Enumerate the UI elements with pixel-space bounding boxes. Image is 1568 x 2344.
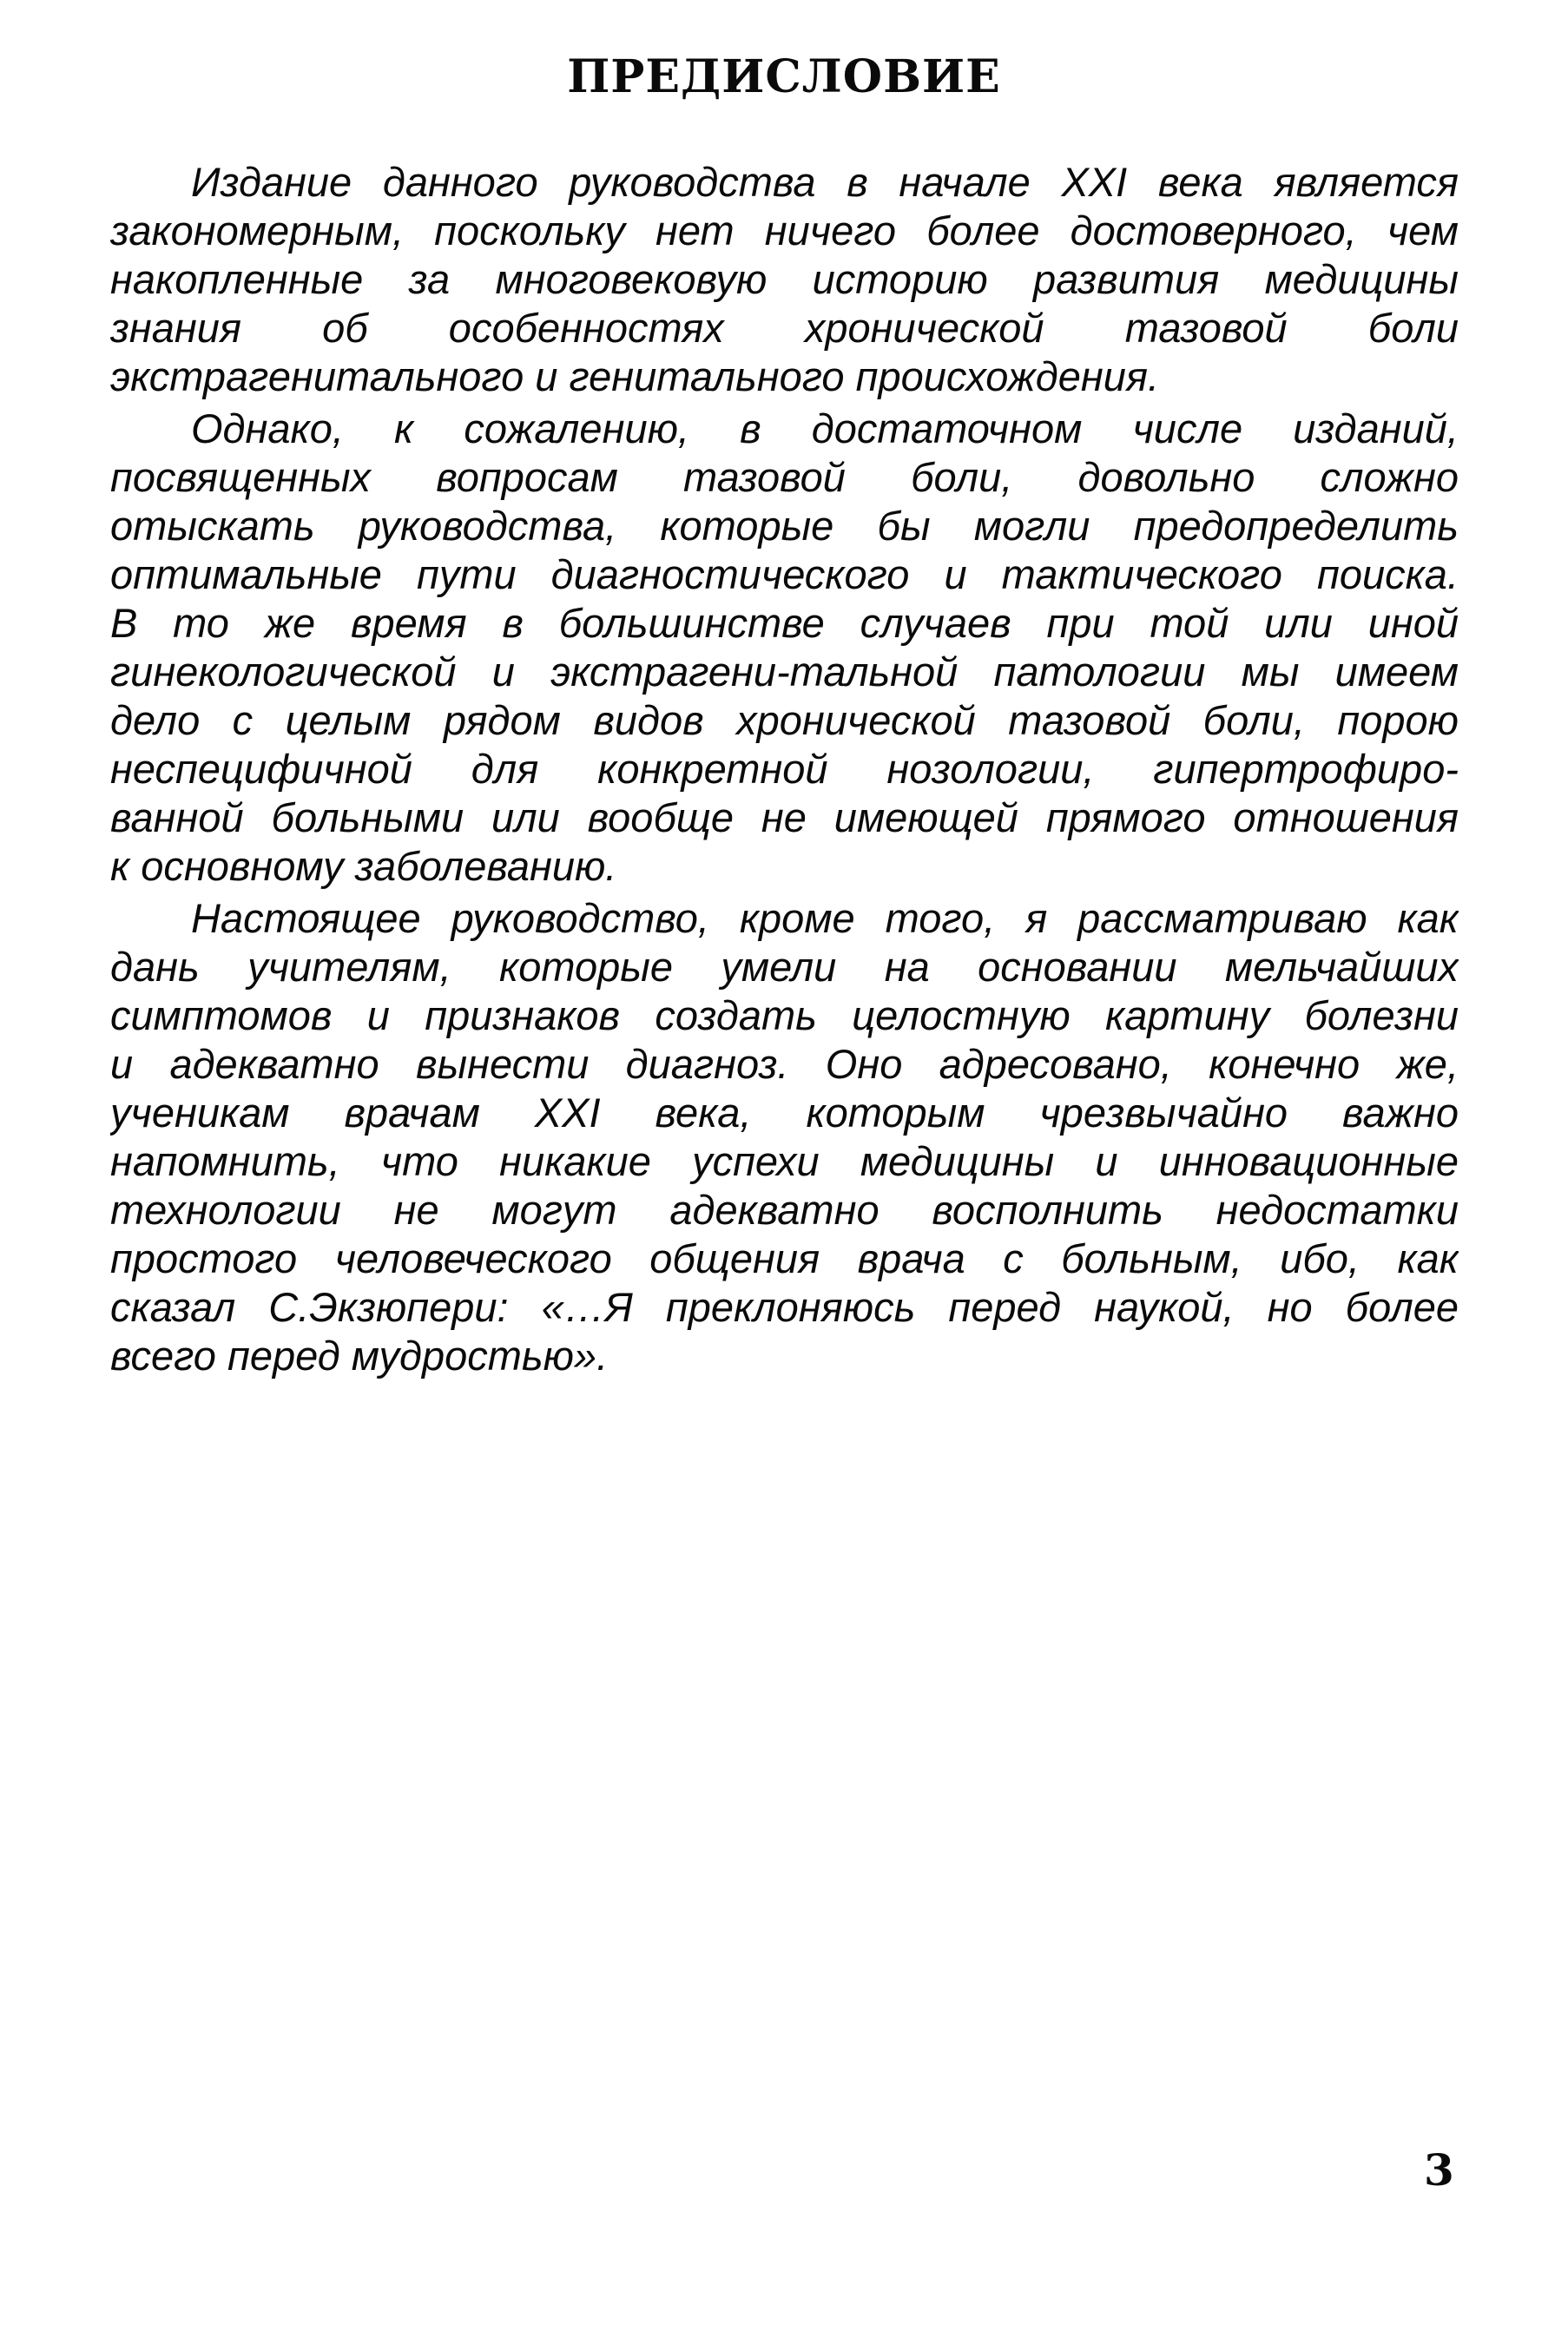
- text-line: и адекватно вынести диагноз. Оно адресовано, конечно же,: [110, 1041, 1459, 1087]
- text-line: Издание данного руководства в начале XXI века является: [191, 159, 1459, 205]
- text-line: знания об особенностях хронической тазовой боли: [110, 305, 1459, 351]
- text-line: всего перед мудростью».: [110, 1333, 609, 1379]
- text-line: гинекологической и экстрагени-тальной патологии мы имеем: [110, 649, 1459, 695]
- text-line: Настоящее руководство, кроме того, я рассматриваю как: [191, 895, 1459, 941]
- text-line: сказал С.Экзюпери: «…Я преклоняюсь перед наукой, но более: [110, 1284, 1459, 1330]
- text-line: накопленные за многовековую историю развития медицины: [110, 256, 1459, 302]
- text-line: оптимальные пути диагностического и тактического поиска.: [110, 551, 1459, 597]
- text-line: простого человеческого общения врача с больным, ибо, как: [110, 1235, 1459, 1281]
- text-line: посвященных вопросам тазовой боли, довольно сложно: [110, 454, 1459, 500]
- text-line: Однако, к сожалению, в достаточном числе изданий,: [191, 405, 1459, 451]
- text-line: неспецифичной для конкретной нозологии, гипертрофиро-: [110, 746, 1459, 792]
- text-line: к основному заболеванию.: [110, 843, 617, 889]
- text-line: дело с целым рядом видов хронической тазовой боли, порою: [110, 697, 1459, 743]
- page-title: ПРЕДИСЛОВИЕ: [567, 50, 1001, 103]
- text-line: закономерным, поскольку нет ничего более достоверного, чем: [110, 207, 1459, 253]
- text-line: В то же время в большинстве случаев при той или иной: [110, 600, 1459, 646]
- text-line: симптомов и признаков создать целостную картину болезни: [110, 992, 1459, 1038]
- text-line: напомнить, что никакие успехи медицины и инновационные: [110, 1138, 1459, 1184]
- text-line: отыскать руководства, которые бы могли предопределить: [110, 503, 1459, 549]
- text-line: экстрагенитального и генитального происхождения.: [110, 353, 1160, 399]
- text-line: ученикам врачам XXI века, которым чрезвычайно важно: [110, 1090, 1459, 1136]
- text-line: ванной больными или вообще не имеющей прямого отношения: [110, 794, 1459, 840]
- text-line: технологии не могут адекватно восполнить недостатки: [110, 1187, 1459, 1233]
- text-line: дань учителям, которые умели на основании мельчайших: [110, 944, 1459, 990]
- page-number: 3: [1424, 2144, 1454, 2196]
